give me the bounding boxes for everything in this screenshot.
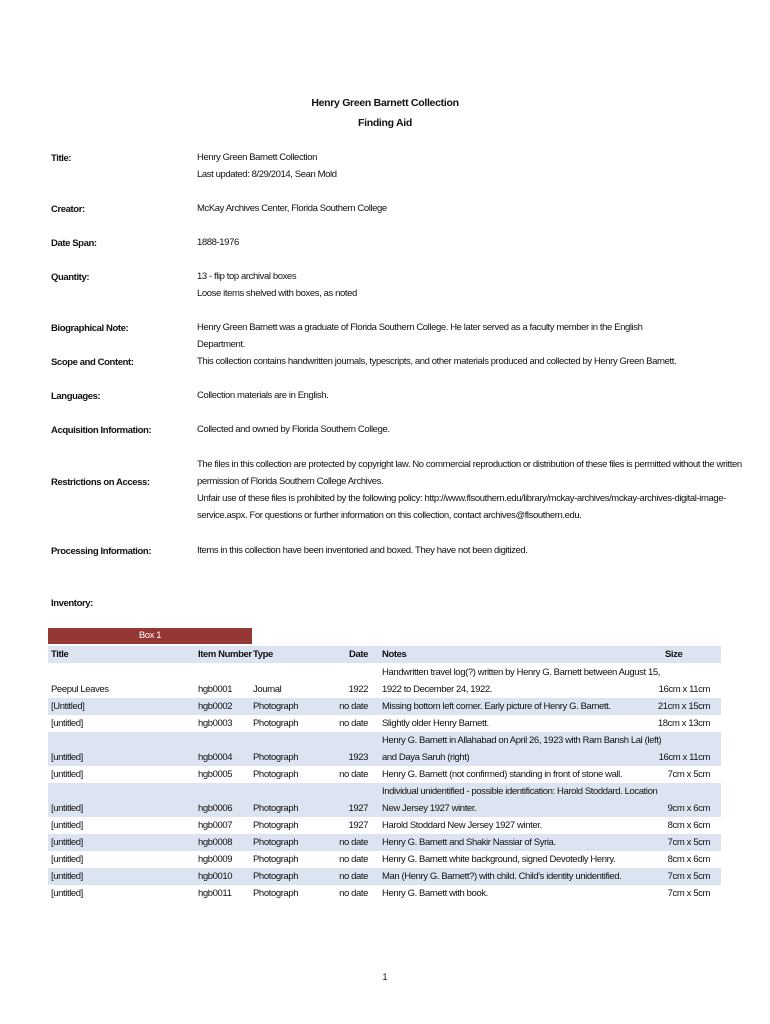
- row-date: 1923: [348, 752, 368, 763]
- row-title: [untitled]: [51, 769, 83, 780]
- date-span-value: 1888-1976: [197, 237, 239, 248]
- row-item-number: hgb0006: [198, 803, 233, 814]
- table-row: [48, 783, 721, 817]
- quantity-label: Quantity:: [51, 272, 90, 283]
- row-size: 16cm x 11cm: [658, 752, 710, 763]
- quantity-line: Loose items shelved with boxes, as noted: [197, 288, 357, 299]
- restrictions-line: The files in this collection are protected by copyright law. No commercial reproduction or distribution of these files is permitted without the written: [197, 459, 742, 470]
- processing-label: Processing Information:: [51, 546, 152, 557]
- row-size: 8cm x 6cm: [667, 820, 710, 831]
- row-size: 8cm x 6cm: [667, 854, 710, 865]
- scope-content-label: Scope and Content:: [51, 357, 134, 368]
- document-title: Henry Green Barnett Collection: [311, 97, 459, 109]
- row-notes: Handwritten travel log(?) written by Henry G. Barnett between August 15, 1922 to December 24, 1922.: [382, 667, 660, 695]
- row-title: [untitled]: [51, 837, 83, 848]
- row-title: [Untitled]: [51, 701, 85, 712]
- column-header-size: Size: [665, 649, 683, 660]
- row-type: Photograph: [253, 769, 299, 780]
- row-type: Photograph: [253, 820, 299, 831]
- row-type: Photograph: [253, 854, 299, 865]
- row-item-number: hgb0004: [198, 752, 233, 763]
- creator-value: McKay Archives Center, Florida Southern College: [197, 203, 387, 214]
- languages-value: Collection materials are in English.: [197, 390, 329, 401]
- row-date: no date: [339, 837, 368, 848]
- quantity-value: [197, 268, 677, 302]
- row-item-number: hgb0011: [198, 888, 232, 899]
- row-notes: Henry G. Barnett white background, signed Devotedly Henry.: [382, 854, 616, 865]
- row-size: 18cm x 13cm: [657, 718, 710, 729]
- row-type: Photograph: [253, 701, 299, 712]
- column-header-item-number: Item Number: [198, 649, 252, 660]
- biographical-note-label: Biographical Note:: [51, 323, 129, 334]
- row-size: 7cm x 5cm: [667, 837, 710, 848]
- row-item-number: hgb0007: [198, 820, 233, 831]
- row-title: [untitled]: [51, 888, 83, 899]
- table-row: [48, 766, 721, 783]
- inventory-table-header: [48, 646, 721, 663]
- languages-label: Languages:: [51, 391, 101, 402]
- row-type: Photograph: [253, 871, 299, 882]
- table-row: [48, 715, 721, 732]
- row-item-number: hgb0003: [198, 718, 233, 729]
- row-item-number: hgb0008: [198, 837, 233, 848]
- quantity-line: 13 - flip top archival boxes: [197, 271, 297, 282]
- row-type: Photograph: [253, 888, 299, 899]
- row-date: no date: [339, 854, 368, 865]
- row-type: Photograph: [253, 803, 299, 814]
- table-row: [48, 664, 721, 698]
- row-item-number: hgb0001: [198, 684, 233, 695]
- row-title: [untitled]: [51, 820, 83, 831]
- row-date: 1922: [348, 684, 368, 695]
- row-title: [untitled]: [51, 854, 83, 865]
- box-header: Box 1: [48, 628, 252, 644]
- column-header-type: Type: [253, 649, 273, 660]
- restrictions-value: [197, 456, 742, 524]
- row-notes: Harold Stoddard New Jersey 1927 winter.: [382, 820, 542, 831]
- title-label: Title:: [51, 153, 72, 164]
- inventory-label: Inventory:: [51, 598, 93, 609]
- restrictions-line: service.aspx. For questions or further information on this collection, contact archives@flsouthern.edu.: [197, 510, 582, 521]
- row-date: no date: [339, 888, 368, 899]
- document-subtitle: Finding Aid: [357, 117, 413, 129]
- table-row: [48, 851, 721, 868]
- title-value-line: Henry Green Barnett Collection: [197, 152, 318, 163]
- row-size: 7cm x 5cm: [667, 888, 710, 899]
- row-size: 16cm x 11cm: [658, 684, 710, 695]
- table-row: [48, 885, 721, 902]
- title-value: [197, 149, 677, 183]
- row-item-number: hgb0005: [198, 769, 233, 780]
- column-header-date: Date: [349, 649, 368, 660]
- row-notes: Henry G. Barnett (not confirmed) standing in front of stone wall.: [382, 769, 623, 780]
- row-notes: Henry G. Barnett with book.: [382, 888, 488, 899]
- row-date: no date: [339, 701, 368, 712]
- row-date: no date: [339, 718, 368, 729]
- restrictions-label: Restrictions on Access:: [51, 477, 150, 488]
- row-notes: Slightly older Henry Barnett.: [382, 718, 489, 729]
- page-number: 1: [382, 972, 388, 982]
- row-notes: Individual unidentified - possible identification: Harold Stoddard. Location New Jersey 1927 winter.: [382, 786, 658, 814]
- row-title: Peepul Leaves: [51, 684, 109, 695]
- row-item-number: hgb0009: [198, 854, 233, 865]
- row-size: 21cm x 15cm: [657, 701, 710, 712]
- acquisition-value: Collected and owned by Florida Southern College.: [197, 424, 390, 435]
- row-size: 9cm x 6cm: [667, 803, 710, 814]
- row-date: no date: [339, 769, 368, 780]
- processing-value: Items in this collection have been inventoried and boxed. They have not been digitized.: [197, 545, 528, 556]
- table-row: [48, 868, 721, 885]
- row-item-number: hgb0010: [198, 871, 233, 882]
- restrictions-line: Unfair use of these files is prohibited by the following policy: http://www.flsouthern.edu/library/mckay-archives/mckay-archives-digital-image-: [197, 493, 726, 504]
- table-row: [48, 698, 721, 715]
- row-notes: Henry G. Barnett in Allahabad on April 26, 1923 with Ram Bansh Lal (left) and Daya Saruh (right): [382, 735, 662, 763]
- scope-content-value: This collection contains handwritten journals, typescripts, and other materials produced and collected by Henry Green Barnett.: [197, 356, 677, 367]
- row-type: Photograph: [253, 837, 299, 848]
- restrictions-line: permission of Florida Southern College Archives.: [197, 476, 384, 487]
- row-type: Photograph: [253, 718, 299, 729]
- acquisition-label: Acquisition Information:: [51, 425, 152, 436]
- row-notes: Missing bottom left corner. Early picture of Henry G. Barnett.: [382, 701, 611, 712]
- row-item-number: hgb0002: [198, 701, 233, 712]
- row-size: 7cm x 5cm: [667, 871, 710, 882]
- row-type: Journal: [253, 684, 282, 695]
- last-updated-line: Last updated: 8/29/2014, Sean Mold: [197, 169, 337, 180]
- row-date: 1927: [348, 803, 368, 814]
- row-notes: Henry G. Barnett and Shakir Nassiar of Syria.: [382, 837, 556, 848]
- row-title: [untitled]: [51, 803, 83, 814]
- table-row: [48, 834, 721, 851]
- biographical-note-value: Henry Green Barnett was a graduate of Florida Southern College. He later served as a faculty member in the English Department.: [197, 322, 643, 350]
- row-date: 1927: [348, 820, 368, 831]
- row-size: 7cm x 5cm: [667, 769, 710, 780]
- table-row: [48, 732, 721, 766]
- column-header-notes: Notes: [382, 649, 407, 660]
- row-title: [untitled]: [51, 718, 83, 729]
- table-row: [48, 817, 721, 834]
- date-span-label: Date Span:: [51, 238, 97, 249]
- column-header-title: Title: [51, 649, 69, 660]
- row-date: no date: [339, 871, 368, 882]
- row-type: Photograph: [253, 752, 299, 763]
- row-title: [untitled]: [51, 871, 83, 882]
- creator-label: Creator:: [51, 204, 85, 215]
- row-notes: Man (Henry G. Barnett?) with child. Child's identity unidentified.: [382, 871, 622, 882]
- row-title: [untitled]: [51, 752, 83, 763]
